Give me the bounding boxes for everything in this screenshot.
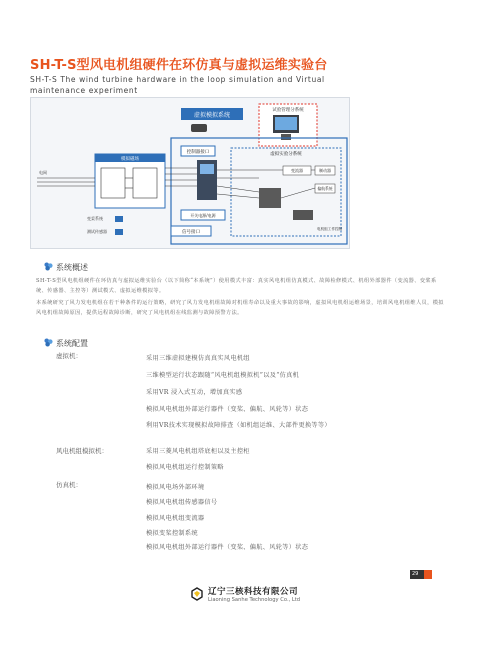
pitch-system-label: 变桨系统	[87, 216, 103, 221]
config-heading-text: 系统配置	[56, 339, 88, 348]
vr-headset-icon	[191, 124, 207, 132]
monitor-screen	[275, 117, 297, 130]
company-name-cn: 辽宁三核科技有限公司	[208, 587, 299, 597]
list-item: 采用VR 浸入式互动，增加真实感	[146, 389, 243, 396]
sensor-label: 测试传感器	[87, 229, 107, 234]
controller-port-label: 控制器接口	[186, 150, 210, 155]
controller-display	[200, 164, 214, 174]
list-item: 模拟风电机组外部运行器件（变桨、偏航、风轮等）状态	[146, 406, 309, 413]
mcu-label: 电机组工作控制	[317, 227, 343, 231]
keyboard-icon	[281, 134, 291, 140]
list-item: 模拟变桨控制系统	[146, 530, 198, 537]
brake-label: 制动器	[319, 168, 331, 173]
list-item: 模拟风电机组变流器	[146, 515, 205, 522]
sensor-indicator	[115, 229, 123, 235]
list-item: 模拟风电机组外部运行器件（变桨、偏航、风轮等）状态	[146, 544, 309, 551]
overview-heading-text: 系统概述	[56, 263, 88, 272]
cabinet-icon	[259, 188, 281, 208]
page-title: SH-T-S型风电机组硬件在环仿真与虚拟运维实验台	[30, 58, 328, 73]
overview-paragraph-1: SH-T-S型风电机组硬件在环仿真与虚拟运维实验台（以下简称“本系统”）使用模式丰富：真实风电机组仿真模式、故障检修模式、机组外部器件（变流器、变桨系统、传感器、主控等）测试模式、虚拟运维模拟等。	[36, 278, 437, 294]
list-item: 模拟风电机组传感器信号	[146, 499, 218, 506]
bullet-gear-icon	[44, 338, 53, 347]
config-heading	[44, 338, 88, 349]
list-item: 三维模型运行状态跟随“风电机组模拟机”以及“仿真机	[146, 372, 300, 379]
overview-heading	[44, 262, 88, 273]
system-diagram	[30, 97, 350, 249]
list-item: 模拟风电机组运行控制策略	[146, 464, 224, 471]
list-item: 采用三菱风电机组塔底柜以及主控柜	[146, 448, 250, 455]
yaw-label: 偏航系统	[317, 186, 333, 191]
experiment-mgmt-label: 试验管理分系统	[272, 108, 304, 113]
group-label-emulator: 仿真机：	[56, 481, 82, 489]
group-label-simulator: 风电机组模拟机：	[56, 447, 108, 455]
page-number-text: 29	[412, 571, 419, 577]
system-diagram-svg	[31, 98, 351, 250]
list-item: 模拟风电场外部环境	[146, 484, 205, 491]
converter-sim-label: 变流器	[291, 168, 303, 173]
overview-paragraph-2: 本系统研究了风力发电机组在若干种条件的运行策略，研究了风力发电机组故障对机组寿命以及重大事故的影响，虚拟风电机组运维场景，培训风电机组维人员，模拟风电机组故障原因，提供远程故障诊断，研究了风电机组在线监测与故障预警方法。	[36, 300, 444, 316]
converter-box	[95, 154, 165, 208]
pitch-indicator	[115, 216, 123, 222]
company-logo-icon	[190, 587, 204, 601]
company-name-en: Liaoning Sanhe Technology Co., Ltd	[208, 597, 301, 603]
list-item: 采用三维虚拟建模仿真真实风电机组	[146, 355, 250, 362]
converter-box-label: 模拟磁场	[121, 157, 139, 162]
page-subtitle: SH-T-S The wind turbine hardware in the loop simulation and Virtual maintenance experiment	[30, 75, 325, 95]
local-power-label: 开关电源/电源	[190, 213, 216, 218]
bullet-gear-icon	[44, 262, 53, 271]
motor-icon	[293, 210, 313, 220]
list-item: 利用VR技术实现模拟故障排查（如机组运维、大部件更换等等）	[146, 422, 331, 429]
virtual-system-label: 虚拟模拟系统	[193, 112, 231, 119]
group-label-virtual: 虚拟机：	[56, 352, 82, 360]
grid-label: 电网	[39, 170, 47, 175]
grid-lines	[37, 178, 95, 186]
sim-subsystem-label: 虚拟实验分系统	[270, 152, 302, 157]
signal-port-label: 信号接口	[182, 230, 200, 235]
page-number	[410, 570, 432, 579]
